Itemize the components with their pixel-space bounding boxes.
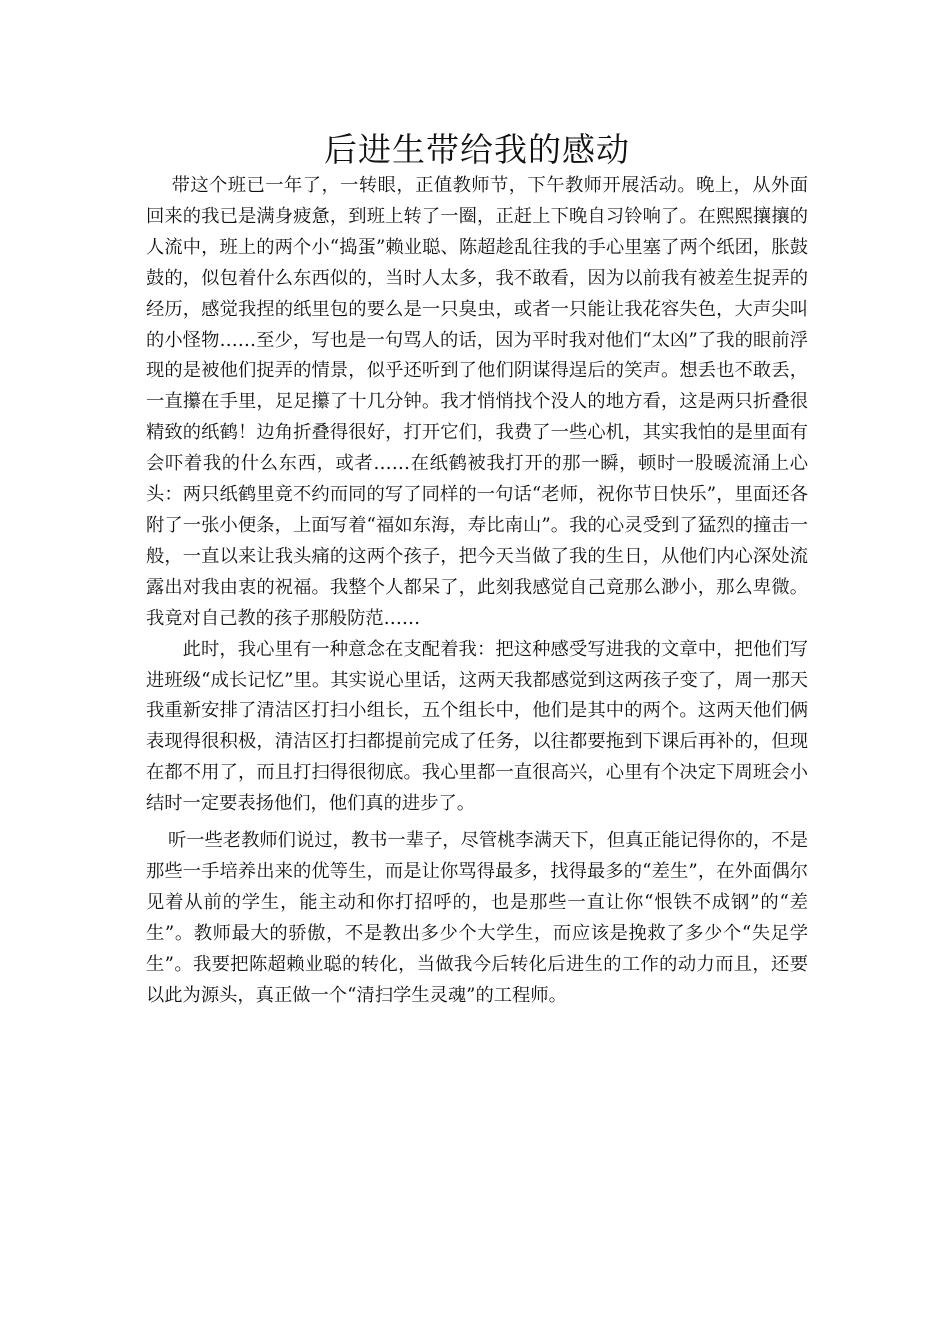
paragraph-1: 带这个班已一年了，一转眼，正值教师节，下午教师开展活动。晚上，从外面回来的我已是满身疲惫，到班上转了一圈，正赶上下晚自习铃响了。在熙熙攘攘的人流中，班上的两个小“捣蛋”赖业聪、陈超趁乱往我的手心里塞了两个纸团，胀鼓鼓的，似包着什么东西似的，当时人太多，我不敢看，因为以前我有被差生捉弄的经历，感觉我捏的纸里包的要么是一只臭虫，或者一只能让我花容失色，大声尖叫的小怪物……至少，写也是一句骂人的话，因为平时我对他们“太凶”了我的眼前浮现的是被他们捉弄的情景，似乎还听到了他们阴谋得逞后的笑声。想丢也不敢丢，一直攥在手里，足足攥了十几分钟。我才悄悄找个没人的地方看，这是两只折叠很精致的纸鹤！边角折叠得很好，打开它们，我费了一些心机，其实我怕的是里面有会吓着我的什么东西，或者……在纸鹤被我打开的那一瞬，顿时一股暖流涌上心头：两只纸鹤里竟不约而同的写了同样的一句话“老师，祝你节日快乐”，里面还各附了一张小便条，上面写着“福如东海，寿比南山”。我的心灵受到了猛烈的撞击一般，一直以来让我头痛的这两个孩子，把今天当做了我的生日，从他们内心深处流露出对我由衷的祝福。我整个人都呆了，此刻我感觉自己竟那么渺小，那么卑微。我竟对自己教的孩子那般防范…… (146, 175, 808, 629)
document-title: 后进生带给我的感动 (324, 130, 630, 169)
paragraph-2: 此时，我心里有一种意念在支配着我：把这种感受写进我的文章中，把他们写进班级“成长记忆”里。其实说心里话，这两天我都感觉到这两孩子变了，周一那天我重新安排了清洁区打扫小组长，五个组长中，他们是其中的两个。这两天他们俩表现得很积极，清洁区打扫都提前完成了任务，以往都要拖到下课后再补的，但现在都不用了，而且打扫得很彻底。我心里都一直很高兴，心里有个决定下周班会小结时一定要表扬他们，他们真的进步了。 (146, 638, 808, 815)
paragraph-3: 听一些老教师们说过，教书一辈子，尽管桃李满天下，但真正能记得你的，不是那些一手培养出来的优等生，而是让你骂得最多，找得最多的“差生”，在外面偶尔见着从前的学生，能主动和你打招呼的，也是那些一直让你“恨铁不成钢”的“差生”。教师最大的骄傲，不是教出多少个大学生，而应该是挽救了多少个“失足学生”。我要把陈超赖业聪的转化，当做我今后转化后进生的工作的动力而且，还要以此为源头，真正做一个“清扫学生灵魂”的工程师。 (146, 830, 808, 1006)
document-body (146, 171, 808, 1011)
